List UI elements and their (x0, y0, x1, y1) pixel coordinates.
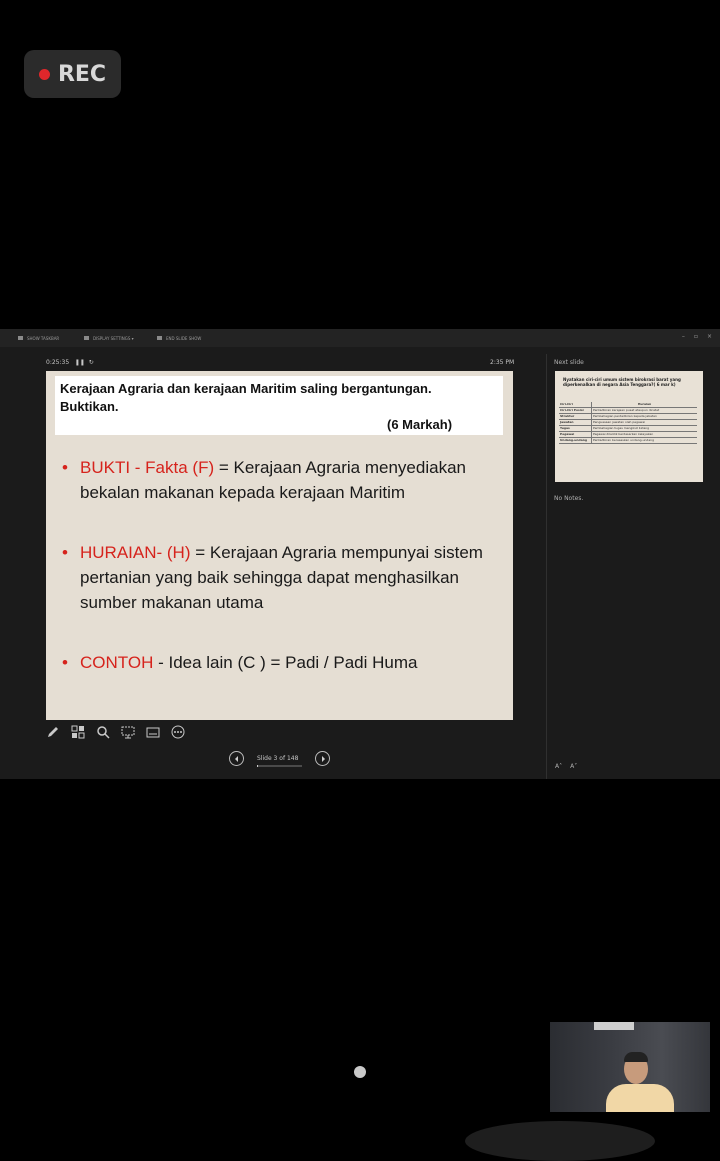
question-box (55, 376, 503, 435)
show-taskbar-button[interactable]: SHOW TASKBAR (18, 334, 59, 342)
notes-font-controls (555, 763, 577, 770)
display-settings-icon (84, 336, 89, 340)
reset-timer-icon[interactable]: ↻ (88, 359, 94, 366)
presenter-view (0, 329, 720, 779)
taskbar-icon (18, 336, 23, 340)
next-slide-thumbnail[interactable] (555, 371, 703, 482)
presenter-tools (46, 725, 185, 739)
subtitles-icon[interactable] (146, 725, 160, 739)
bullet-text: - Idea lain (C ) = Padi / Padi Huma (153, 653, 418, 672)
end-slide-show-button[interactable]: END SLIDE SHOW (157, 334, 201, 342)
pause-icon[interactable]: ❚❚ (71, 359, 87, 366)
rec-indicator (24, 50, 121, 98)
presenter-toolbar (0, 329, 720, 347)
more-options-icon[interactable] (171, 725, 185, 739)
marks-label: (6 Markah) (387, 417, 453, 432)
minimize-icon[interactable]: – (681, 333, 685, 340)
record-dot-icon (39, 69, 50, 80)
display-settings-button[interactable]: DISPLAY SETTINGS ▾ (84, 334, 134, 342)
restore-icon[interactable]: ▫ (693, 333, 698, 340)
person-hair (624, 1052, 648, 1062)
decrease-font-icon[interactable]: A˅ (570, 763, 578, 770)
table-row: Ciri-Ciri Posisi Pentadbiran kerajaan pusat ataupun dicatat (559, 408, 697, 414)
slide-counter[interactable]: Slide 3 of 148 (257, 755, 299, 762)
increase-font-icon[interactable]: A˄ (555, 763, 563, 770)
grid-icon[interactable] (71, 725, 85, 739)
end-show-icon (157, 336, 162, 340)
table-row: Undang-undang Pentadbiran berasaskan undang-undang (559, 438, 697, 444)
table-row: Struktur Pembahagian pentadbiran kepada jabatan (559, 414, 697, 420)
next-slide-label: Next slide (554, 359, 584, 366)
bullet-label: BUKTI - Fakta (F) (80, 458, 215, 477)
elapsed-timer: 0:25:35 ❚❚ ↻ (46, 359, 94, 366)
bullet-text: = Kerajaan Agraria menyediakan bekalan makanan kepada kerajaan Maritim (80, 458, 466, 502)
webcam-preview[interactable] (550, 1022, 710, 1112)
bullet-huraian (62, 540, 502, 615)
ceiling-light (594, 1022, 634, 1030)
bullet-text: = Kerajaan Agraria mempunyai sistem pertanian yang baik sehingga dapat menghasilkan sumber makanan utama (80, 543, 483, 612)
window-controls (682, 333, 712, 340)
table-header: Ciri-Ciri Huraian (559, 402, 697, 408)
question-line-1: Kerajaan Agraria dan kerajaan Maritim saling bergantungan. (60, 381, 432, 396)
magnifier-icon[interactable] (96, 725, 110, 739)
bullet-label: CONTOH (80, 653, 154, 672)
chevron-right-icon (319, 755, 327, 763)
chevron-left-icon (233, 755, 241, 763)
slide-progress-bar (257, 765, 302, 767)
current-slide[interactable] (46, 371, 513, 720)
bullet-icon: • (62, 458, 68, 477)
pointer-screen-icon[interactable] (121, 725, 135, 739)
bullet-icon: • (62, 543, 68, 562)
person-body (606, 1084, 674, 1112)
previous-slide-button[interactable] (229, 751, 244, 766)
question-line-2: Buktikan. (60, 399, 119, 414)
bullet-contoh (62, 650, 502, 675)
table-row: Tugas Pembahagian tugas mengikut bidang (559, 426, 697, 432)
next-slide-title: Nyatakan ciri-ciri umum sistem birokrasi barat yang diperkenalkan di negara Asia Tenggara?( 6 mar k) (563, 377, 681, 387)
bullet-icon: • (62, 653, 68, 672)
bullet-bukti (62, 455, 502, 505)
touch-cursor (354, 1066, 366, 1078)
clock: 2:35 PM (490, 359, 515, 366)
pen-icon[interactable] (46, 725, 60, 739)
slide-navigation (229, 751, 335, 769)
rec-label: REC (57, 61, 107, 87)
next-slide-table (559, 402, 697, 444)
table-row: Pegawai Pegawai dilantik berdasarkan kelayakan (559, 432, 697, 438)
close-icon[interactable]: × (706, 333, 712, 340)
bullet-label: HURAIAN- (H) (80, 543, 191, 562)
table-row: Jawatan Penguasaan jawatan oleh pegawai (559, 420, 697, 426)
bottom-overlay (465, 1121, 655, 1161)
slide-progress-fill (257, 765, 258, 767)
pane-divider[interactable] (546, 354, 547, 779)
speaker-notes[interactable]: No Notes. (554, 495, 584, 502)
next-slide-button[interactable] (315, 751, 330, 766)
